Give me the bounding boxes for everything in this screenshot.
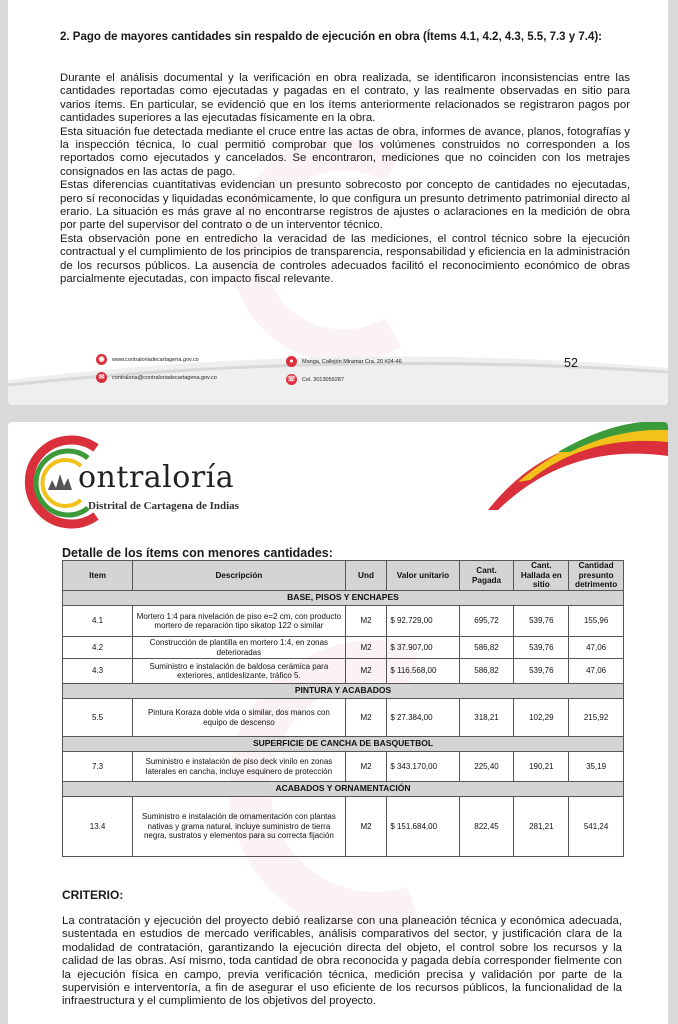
table-row: 5.5 Pintura Koraza doble vida o similar, dos manos con equipo de descenso M2 $ 27.384,00 318,21 102,29 215,92 [63, 699, 624, 737]
logo-subtitle: Distrital de Cartagena de Indias [88, 500, 239, 512]
criterio-heading: CRITERIO: [62, 888, 124, 902]
mail-icon: ✉ [96, 372, 107, 383]
page-number: 52 [564, 356, 578, 370]
table-row: 4.3 Suministro e instalación de baldosa cerámica para exteriores, antideslizante, tráfico 5. M2 $ 116.568,00 586,82 539,76 47,06 [63, 659, 624, 684]
header-cant-pagada: Cant. Pagada [459, 561, 514, 591]
contraloria-logo [18, 430, 318, 530]
category-row: BASE, PISOS Y ENCHAPES [63, 591, 624, 606]
table-row: 13.4 Suministro e instalación de ornamentación con plantas nativas y grama natural, incluye suministro de tierra negra, sustratos y elementos para su correcta fijación M2 $ 151.684,00 822,45 281,21 541,24 [63, 797, 624, 857]
header-valor-unitario: Valor unitario [387, 561, 459, 591]
location-pin-icon: ● [286, 356, 297, 367]
table-row: 7.3 Suministro e instalación de piso deck vinilo en zonas laterales en cancha, incluye esquinero de protección M2 $ 343.170,00 225,40 190,21 35,19 [63, 752, 624, 782]
criterio-text: La contratación y ejecución del proyecto debió realizarse con una planeación técnica y económica adecuada, sustentada en estudios de mercado verificables, análisis comparativos del sector, y justificación clara de la modalidad de contratación, garantizando la ejecución directa del objeto, el control sobre los recursos y la calidad de las obras. Así mismo, toda cantidad de obra reconocida y pagada debía corresponder fielmente con la ejecución física en campo, previa verificación técnica, medición precisa y validación por parte de la supervisión e interventoría, a fin de asegurar el uso eficiente de los recursos públicos, la funcionalidad de la infraestructura y el cumplimiento de los objetivos del proyecto. [62, 915, 622, 1008]
phone-icon: ☏ [287, 376, 296, 383]
footer-email: ✉ contraloria@contraloriadecartagena.gov.co [96, 372, 217, 383]
items-table [62, 560, 624, 857]
paragraph: Durante el análisis documental y la verificación en obra realizada, se identificaron inconsistencias entre las cantidades reportadas como ejecutadas y pagadas en el contrato, y las realmente observadas en sitio para varios ítems. En particular, se evidenció que en los ítems anteriormente relacionados se registraron pagos por cantidades superiores a las ejecutadas físicamente en la obra. [60, 72, 630, 125]
category-row: SUPERFICIE DE CANCHA DE BASQUETBOL [63, 737, 624, 752]
paragraph: Esta situación fue detectada mediante el cruce entre las actas de obra, informes de avance, planos, fotografías y la inspección técnica, lo cual permitió comprobar que los volúmenes construidos no corresponden a los reportados como ejecutados y cancelados. Se encontraron, mediciones que no coinciden con los metrajes consignados en las actas de pago. [60, 125, 630, 178]
page-52 [8, 0, 668, 405]
footer-phone: ☏ Cel. 3013059287 [287, 376, 344, 383]
header-item: Item [63, 561, 133, 591]
header-cant-hallada: Cant. Hallada en sitio [514, 561, 569, 591]
header-und: Und [345, 561, 387, 591]
logo-name: ontraloría [78, 460, 235, 495]
table-row: 4.1 Mortero 1:4 para nivelación de piso e=2 cm, con producto mortero de reparación tipo sikatop 122 o similar M2 $ 92.729,00 695,72 539,76 155,96 [63, 606, 624, 637]
page-53 [8, 422, 668, 1024]
footer-website: ◉ www.contraloriadecartagena.gov.co [96, 354, 199, 365]
paragraph: Estas diferencias cuantitativas evidencian un presunto sobrecosto por concepto de cantidades no ejecutadas, pero sí reconocidas y liquidadas económicamente, lo que configura un presunto detrimento patrimonial directo al erario. La situación es más grave al no encontrarse registros de ajustes o aclaraciones en la medición de obra por parte del supervisor del contrato o de un interventor técnico. [60, 179, 630, 232]
paragraph: Esta observación pone en entredicho la veracidad de las mediciones, el control técnico sobre la ejecución contractual y el cumplimiento de los principios de transparencia, responsabilidad y eficiencia en la administración de los recursos públicos. La ausencia de controles adecuados facilitó el reconocimiento económico de obras parcialmente ejecutadas, con impacto fiscal relevante. [60, 232, 630, 286]
category-row: PINTURA Y ACABADOS [63, 684, 624, 699]
rainbow-swoosh-icon [478, 422, 668, 512]
section-title: 2. Pago de mayores cantidades sin respaldo de ejecución en obra (Ítems 4.1, 4.2, 4.3, 5.5, 7.3 y 7.4): [60, 31, 603, 43]
globe-icon: ◉ [96, 354, 107, 365]
footer-address: ● Manga, Callejón Miramar Cra. 20 #24-46 [286, 356, 402, 367]
header-descripcion: Descripción [133, 561, 346, 591]
header-cant-detrimento: Cantidad presunto detrimento [569, 561, 624, 591]
table-header-row [63, 561, 624, 591]
table-title: Detalle de los ítems con menores cantidades: [62, 546, 333, 560]
section-body [60, 72, 630, 287]
table-row: 4.2 Construcción de plantilla en mortero 1:4, en zonas deterioradas M2 $ 37.907,00 586,82 539,76 47,06 [63, 637, 624, 659]
category-row: ACABADOS Y ORNAMENTACIÓN [63, 782, 624, 797]
